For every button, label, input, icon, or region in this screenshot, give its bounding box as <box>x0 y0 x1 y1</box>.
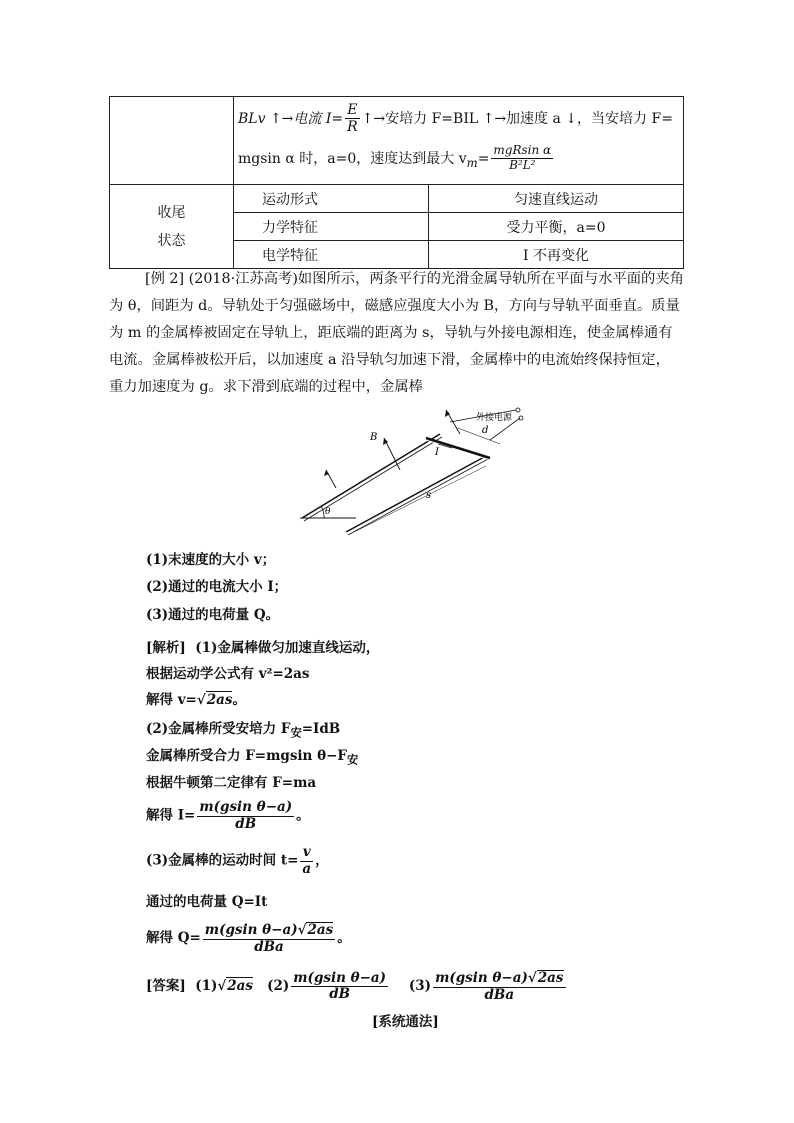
s-label: s <box>426 490 432 501</box>
row-value: I 不再变化 <box>429 241 684 269</box>
example-tag: [例 2] <box>145 271 185 287</box>
formula-text-b: ↑→安培力 F=BIL ↑→加速度 a ↓，当安培力 F= <box>361 110 673 127</box>
table-empty-cell <box>110 97 234 185</box>
row-label: 运动形式 <box>234 185 429 213</box>
fraction-denominator: dB <box>329 986 351 1003</box>
solution-line-1 <box>146 636 379 656</box>
solution-text: 金属棒所受合力 F=mgsin θ−F <box>146 748 347 764</box>
solution-text: 解得 v= <box>146 692 197 708</box>
solution-line-7 <box>146 800 310 832</box>
fraction-numerator: m(gsin θ−a)√2as <box>204 922 334 938</box>
row-label: 电学特征 <box>234 241 429 269</box>
question-2: (2)通过的电流大小 I； <box>146 579 288 595</box>
d-label: d <box>482 425 489 436</box>
fraction-Q <box>203 922 335 955</box>
fraction-numerator: v <box>300 845 313 862</box>
row-value: 匀速直线运动 <box>429 185 684 213</box>
subscript: 安 <box>346 752 359 767</box>
question-1: (1)末速度的大小 v； <box>146 552 276 568</box>
incline-rail-figure <box>290 400 530 540</box>
sqrt-2as: 2as <box>307 922 334 938</box>
state-label-cell <box>110 185 234 269</box>
solution-line-8 <box>146 845 329 877</box>
example-paragraph <box>109 266 684 401</box>
solution-line-2: 根据运动学公式有 v²=2as <box>146 666 310 682</box>
fraction-vm <box>491 144 553 173</box>
answer-3-label: (3) <box>408 978 432 995</box>
answer-line: [答案] (1)√2as (2) $\frac{\text{m(gsin θ−a)}}{dB}$ (3) $\frac{\text{m(gsin θ−a)√2as}}{\text{dBa}}$ <box>146 969 564 1003</box>
answer-3-fraction <box>433 970 565 1003</box>
solution-line-5 <box>146 744 358 768</box>
fraction-I <box>197 800 294 832</box>
formula-I-eq: I= <box>325 110 344 127</box>
state-label-2: 状态 <box>157 232 186 249</box>
subscript: 安 <box>290 725 302 740</box>
external-source-label: 外接电源 <box>476 413 513 423</box>
answer-2-fraction <box>291 971 388 1003</box>
solution-text: (1)金属棒做匀加速直线运动， <box>195 640 380 656</box>
fraction-num-text: m(gsin θ−a) <box>435 970 528 986</box>
formula-text-c: mgsin α 时，a=0，速度达到最大 v <box>238 150 467 167</box>
answer-tag: [答案] <box>146 978 186 995</box>
vm-subscript: m <box>466 155 478 170</box>
sqrt-2as: 2as <box>537 970 564 986</box>
answer-1-sqrt: 2as <box>227 978 253 995</box>
fraction-denominator: B²L² <box>509 158 536 173</box>
fraction-E-over-R <box>345 102 360 135</box>
solution-line-3: 解得 v=√2as。 <box>146 692 246 708</box>
fraction-numerator: m(gsin θ−a)√2as <box>435 970 564 986</box>
solution-text: 。 <box>232 692 246 708</box>
answer-1-label: (1) <box>195 978 218 995</box>
row-label: 力学特征 <box>234 213 429 241</box>
solution-text: =IdB <box>301 721 341 737</box>
fraction-denominator: dBa <box>254 938 284 955</box>
solution-line-10 <box>146 922 351 955</box>
fraction-numerator: m(gsin θ−a) <box>199 799 293 815</box>
question-3: (3)通过的电荷量 Q。 <box>146 607 280 623</box>
solution-text: (3)金属棒的运动时间 t= <box>146 852 299 869</box>
B-label: B <box>370 432 378 443</box>
fraction-denominator: dBa <box>484 986 515 1003</box>
solution-text: 解得 I= <box>146 807 196 824</box>
fraction-denominator: a <box>302 860 312 877</box>
formula-eq: = <box>477 150 490 167</box>
fraction-numerator: m(gsin θ−a) <box>293 969 387 986</box>
fraction-num-text: m(gsin θ−a) <box>204 922 298 938</box>
table-formula-cell <box>234 97 684 185</box>
theta-label: θ <box>325 507 331 517</box>
solution-tag: [解析] <box>146 640 186 656</box>
fraction-t <box>300 845 313 877</box>
section-footer: [系统通法] <box>372 1014 439 1030</box>
formula-text-a: BLv ↑→电流 <box>238 110 326 127</box>
fraction-denominator: R <box>347 119 358 136</box>
answer-2-label: (2) <box>267 978 290 995</box>
solution-text: 解得 Q= <box>146 930 201 947</box>
fraction-denominator: dB <box>235 815 257 832</box>
solution-text: 。 <box>337 930 351 947</box>
example-text: 如图所示，两条平行的光滑金属导轨所在平面与水平面的夹角为 θ，间距为 d。导轨处于匀强磁场中，磁感应强度大小为 B，方向与导轨平面垂直。质量为 m 的金属棒被固定在导轨上，距底端的距离为 s，导轨与外接电源相连，使金属棒通有电流。金属棒被松开后，以加速度 a 沿导轨匀加速下滑，金属棒中的电流始终保持恒定，重力加速度为 g。求下滑到底端的过程中，金属棒 <box>109 271 684 395</box>
I-label: I <box>435 447 439 458</box>
solution-line-9: 通过的电荷量 Q=It <box>146 894 268 910</box>
sqrt-2as: 2as <box>206 692 233 708</box>
example-source: (2018·江苏高考) <box>188 271 298 287</box>
fraction-numerator: E <box>345 102 360 119</box>
state-label-1: 收尾 <box>157 204 186 221</box>
solution-text: (2)金属棒所受安培力 F <box>146 721 291 737</box>
summary-table <box>109 96 684 269</box>
solution-line-6: 根据牛顿第二定律有 F=ma <box>146 775 317 791</box>
row-value: 受力平衡，a=0 <box>429 213 684 241</box>
solution-line-4 <box>146 717 340 741</box>
solution-text: 。 <box>296 807 310 824</box>
fraction-numerator: mgRsin α <box>493 143 552 158</box>
solution-text: ， <box>315 852 329 869</box>
